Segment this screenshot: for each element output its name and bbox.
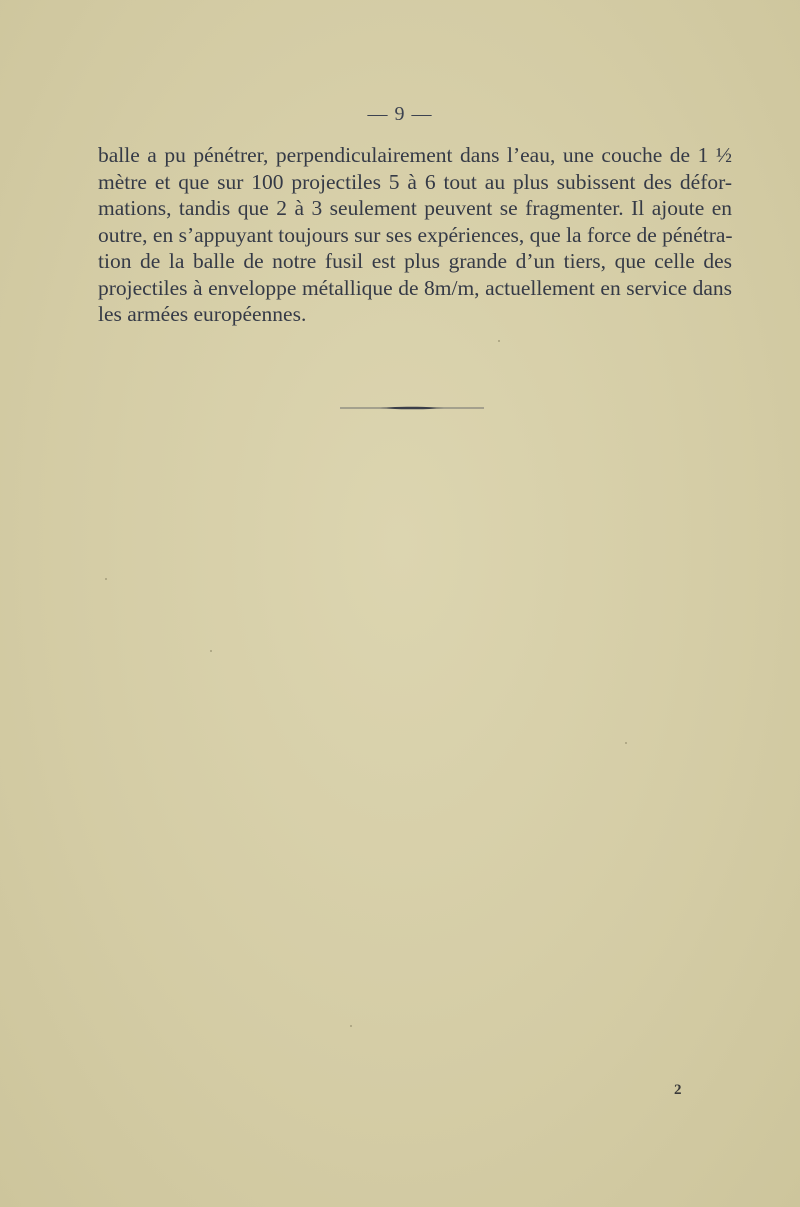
paper-speck [350, 1025, 352, 1027]
signature-mark: 2 [674, 1082, 682, 1098]
paper-speck [625, 742, 627, 744]
end-ornament-rule [340, 406, 484, 410]
text-line: mations, tandis que 2 à 3 seulement peuvent se fragmenter. Il ajoute en [98, 196, 732, 220]
paper-speck [105, 578, 107, 580]
text-line: tion de la balle de notre fusil est plus grande d’un tiers, que celle des [98, 249, 732, 273]
text-line: les armées européennes. [98, 302, 307, 326]
text-line: mètre et que sur 100 projectiles 5 à 6 tout au plus subissent des défor- [98, 169, 732, 194]
text-line: outre, en s’appuyant toujours sur ses expériences, que la force de pénétra- [98, 222, 733, 247]
text-line: balle a pu pénétrer, perpendiculairement dans l’eau, une couche de 1 ½ [98, 143, 732, 167]
paper-speck [498, 340, 500, 342]
text-line: projectiles à enveloppe métallique de 8m/m, actuellement en service dans [98, 275, 732, 300]
paper-speck [210, 650, 212, 652]
body-paragraph [98, 142, 732, 328]
page-number: — 9 — [367, 103, 433, 125]
